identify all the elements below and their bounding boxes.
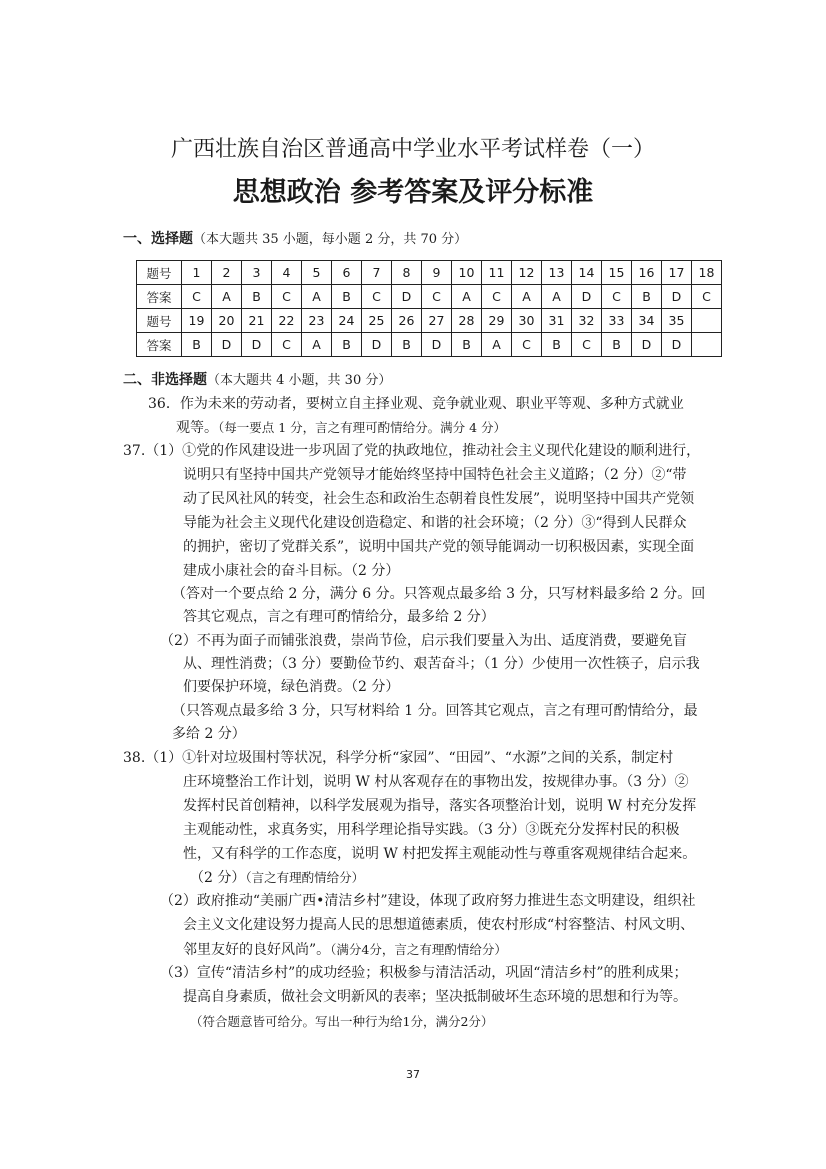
answer-cell: D — [632, 333, 662, 357]
q38-line: 性，又有科学的工作态度，说明 W 村把发挥主观能动性与尊重客观规律结合起来。 — [183, 846, 697, 862]
q38-line: 38.（1）①针对垃圾围村等状况，科学分析“家园”、“田园”、“水源”之间的关系，制定村 — [123, 750, 674, 766]
answer-table — [136, 260, 722, 357]
table-row-nums-1 — [137, 261, 722, 285]
q38-note: （满分4分，言之有理酌情给分） — [330, 942, 507, 957]
answer-cell: A — [302, 333, 332, 357]
answer-cell: A — [212, 285, 242, 309]
q38-line: （2）政府推动“美丽广西•清洁乡村”建设，体现了政府努力推进生态文明建设，组织社 — [160, 893, 696, 909]
section-heading-label: 二、非选择题 — [123, 372, 207, 388]
answer-cell: A — [302, 285, 332, 309]
row-label: 题号 — [137, 261, 182, 285]
question-number-cell: 5 — [302, 261, 332, 285]
question-number-cell: 10 — [452, 261, 482, 285]
answer-cell: C — [572, 333, 602, 357]
q38-score: （2 分） — [190, 870, 246, 886]
answer-cell: B — [602, 333, 632, 357]
answer-cell: A — [512, 285, 542, 309]
q37-note-line: 答其它观点，言之有理可酌情给分，最多给 2 分） — [183, 609, 495, 625]
answer-cell: D — [422, 333, 452, 357]
answer-cell: B — [632, 285, 662, 309]
table-row-answers-1 — [137, 285, 722, 309]
answer-cell: C — [362, 285, 392, 309]
answer-cell: C — [182, 285, 212, 309]
q38-line: 发挥村民首创精神，以科学发展观为指导，落实各项整治计划，说明 W 村充分发挥 — [183, 798, 697, 814]
q38-note-line: （符合题意皆可给分。写出一种行为给1分，满分2分） — [190, 1014, 494, 1029]
question-number-cell: 7 — [362, 261, 392, 285]
q37-line: 37.（1）①党的作风建设进一步巩固了党的执政地位，推动社会主义现代化建设的顺利进行， — [123, 443, 701, 459]
row-label: 答案 — [137, 333, 182, 357]
question-number-cell: 17 — [662, 261, 692, 285]
q36-line: 36．作为未来的劳动者，要树立自主择业观、竞争就业观、职业平等观、多种方式就业 — [148, 396, 684, 412]
answer-cell — [692, 333, 722, 357]
question-number-cell: 14 — [572, 261, 602, 285]
question-number-cell: 19 — [182, 309, 212, 333]
question-number-cell: 28 — [452, 309, 482, 333]
table-row-answers-2 — [137, 333, 722, 357]
q36-note: （每一要点 1 分，言之有理可酌情给分。满分 4 分） — [218, 420, 507, 435]
answer-cell: B — [542, 333, 572, 357]
q37-line: 的拥护，密切了党群关系”，说明中国共产党的领导能调动一切积极因素，实现全面 — [183, 539, 695, 555]
row-label: 答案 — [137, 285, 182, 309]
answer-cell: B — [452, 333, 482, 357]
section-heading-choice — [123, 229, 467, 250]
answer-cell: D — [212, 333, 242, 357]
question-number-cell: 27 — [422, 309, 452, 333]
question-number-cell: 31 — [542, 309, 572, 333]
q37-line: 动了民风社风的转变，社会生态和政治生态朝着良性发展”，说明坚持中国共产党领 — [183, 491, 695, 507]
question-number-cell: 4 — [272, 261, 302, 285]
row-label: 题号 — [137, 309, 182, 333]
q37-line: 导能为社会主义现代化建设创造稳定、和谐的社会环境；（2 分）③“得到人民群众 — [183, 515, 687, 531]
answer-cell: C — [602, 285, 632, 309]
answer-cell: A — [452, 285, 482, 309]
answer-cell: B — [392, 333, 422, 357]
question-number-cell: 35 — [662, 309, 692, 333]
answer-cell: A — [482, 333, 512, 357]
question-number-cell: 6 — [332, 261, 362, 285]
q38-line — [190, 866, 364, 891]
answer-cell: B — [332, 285, 362, 309]
question-number-cell: 24 — [332, 309, 362, 333]
q38-text: 邻里友好的良好风尚”。 — [183, 942, 331, 958]
q38-line: （3）宣传“清洁乡村”的成功经验；积极参与清洁活动，巩固“清洁乡村”的胜利成果； — [160, 965, 688, 981]
q37-line: （2）不再为面子而铺张浪费，崇尚节俭，启示我们要量入为出、适度消费，要避免盲 — [160, 633, 687, 649]
answer-cell: D — [392, 285, 422, 309]
q38-line: 主观能动性，求真务实，用科学理论指导实践。（3 分）③既充分发挥村民的积极 — [183, 822, 680, 838]
question-number-cell: 25 — [362, 309, 392, 333]
question-number-cell: 12 — [512, 261, 542, 285]
answer-cell: A — [542, 285, 572, 309]
answer-cell: B — [182, 333, 212, 357]
answer-cell: B — [242, 285, 272, 309]
question-number-cell: 20 — [212, 309, 242, 333]
question-number-cell: 2 — [212, 261, 242, 285]
question-number-cell: 1 — [182, 261, 212, 285]
q36-line — [176, 416, 506, 441]
question-number-cell: 30 — [512, 309, 542, 333]
answer-cell: C — [512, 333, 542, 357]
page-subtitle: 思想政治 参考答案及评分标准 — [232, 177, 594, 208]
section-heading-label: 一、选择题 — [123, 231, 193, 247]
answer-cell: D — [242, 333, 272, 357]
section-note: （本大题共 35 小题，每小题 2 分，共 70 分） — [193, 232, 468, 247]
question-number-cell — [692, 309, 722, 333]
answer-cell: C — [272, 285, 302, 309]
question-number-cell: 15 — [602, 261, 632, 285]
answer-cell: D — [572, 285, 602, 309]
question-number-cell: 8 — [392, 261, 422, 285]
q38-line: 庄环境整治工作计划，说明 W 村从客观存在的事物出发，按规律办事。（3 分）② — [183, 774, 689, 790]
q37-line: 们要保护环境，绿色消费。（2 分） — [183, 679, 400, 695]
answer-cell: D — [662, 333, 692, 357]
q38-line — [183, 938, 507, 963]
answer-cell: B — [332, 333, 362, 357]
question-number-cell: 22 — [272, 309, 302, 333]
q37-line: 说明只有坚持中国共产党领导才能始终坚持中国特色社会主义道路；（2 分）②“带 — [183, 467, 687, 483]
answer-cell: C — [422, 285, 452, 309]
question-number-cell: 3 — [242, 261, 272, 285]
page-title: 广西壮族自治区普通高中学业水平考试样卷（一） — [170, 137, 655, 162]
table-row-nums-2 — [137, 309, 722, 333]
question-number-cell: 32 — [572, 309, 602, 333]
q38-line: 提高自身素质，做社会文明新风的表率；坚决抵制破坏生态环境的思想和行为等。 — [183, 989, 687, 1005]
q37-note-line: 多给 2 分） — [172, 726, 246, 742]
page-number: 37 — [406, 1068, 420, 1081]
answer-cell: D — [662, 285, 692, 309]
q36-text: 观等。 — [176, 420, 218, 436]
question-number-cell: 18 — [692, 261, 722, 285]
question-number-cell: 23 — [302, 309, 332, 333]
answer-cell: C — [272, 333, 302, 357]
section-note: （本大题共 4 小题，共 30 分） — [207, 373, 392, 388]
q37-note-line: （答对一个要点给 2 分，满分 6 分。只答观点最多给 3 分，只写材料最多给 2 分。回 — [172, 586, 706, 602]
question-number-cell: 34 — [632, 309, 662, 333]
section-heading-nonchoice — [123, 370, 391, 391]
question-number-cell: 26 — [392, 309, 422, 333]
q37-line: 建成小康社会的奋斗目标。（2 分） — [183, 563, 400, 579]
q38-note: （言之有理酌情给分） — [245, 870, 365, 885]
q37-note-line: （只答观点最多给 3 分，只写材料给 1 分。回答其它观点，言之有理可酌情给分，最 — [172, 703, 698, 719]
question-number-cell: 21 — [242, 309, 272, 333]
answer-cell: D — [362, 333, 392, 357]
q38-line: 会主义文化建设努力提高人民的思想道德素质，使农村形成“村容整洁、村风文明、 — [183, 917, 695, 933]
question-number-cell: 11 — [482, 261, 512, 285]
question-number-cell: 33 — [602, 309, 632, 333]
q37-line: 从、理性消费；（3 分）要勤俭节约、艰苦奋斗；（1 分）少使用一次性筷子，启示我 — [183, 656, 700, 672]
question-number-cell: 9 — [422, 261, 452, 285]
answer-cell: C — [692, 285, 722, 309]
answer-cell: C — [482, 285, 512, 309]
question-number-cell: 16 — [632, 261, 662, 285]
question-number-cell: 13 — [542, 261, 572, 285]
question-number-cell: 29 — [482, 309, 512, 333]
